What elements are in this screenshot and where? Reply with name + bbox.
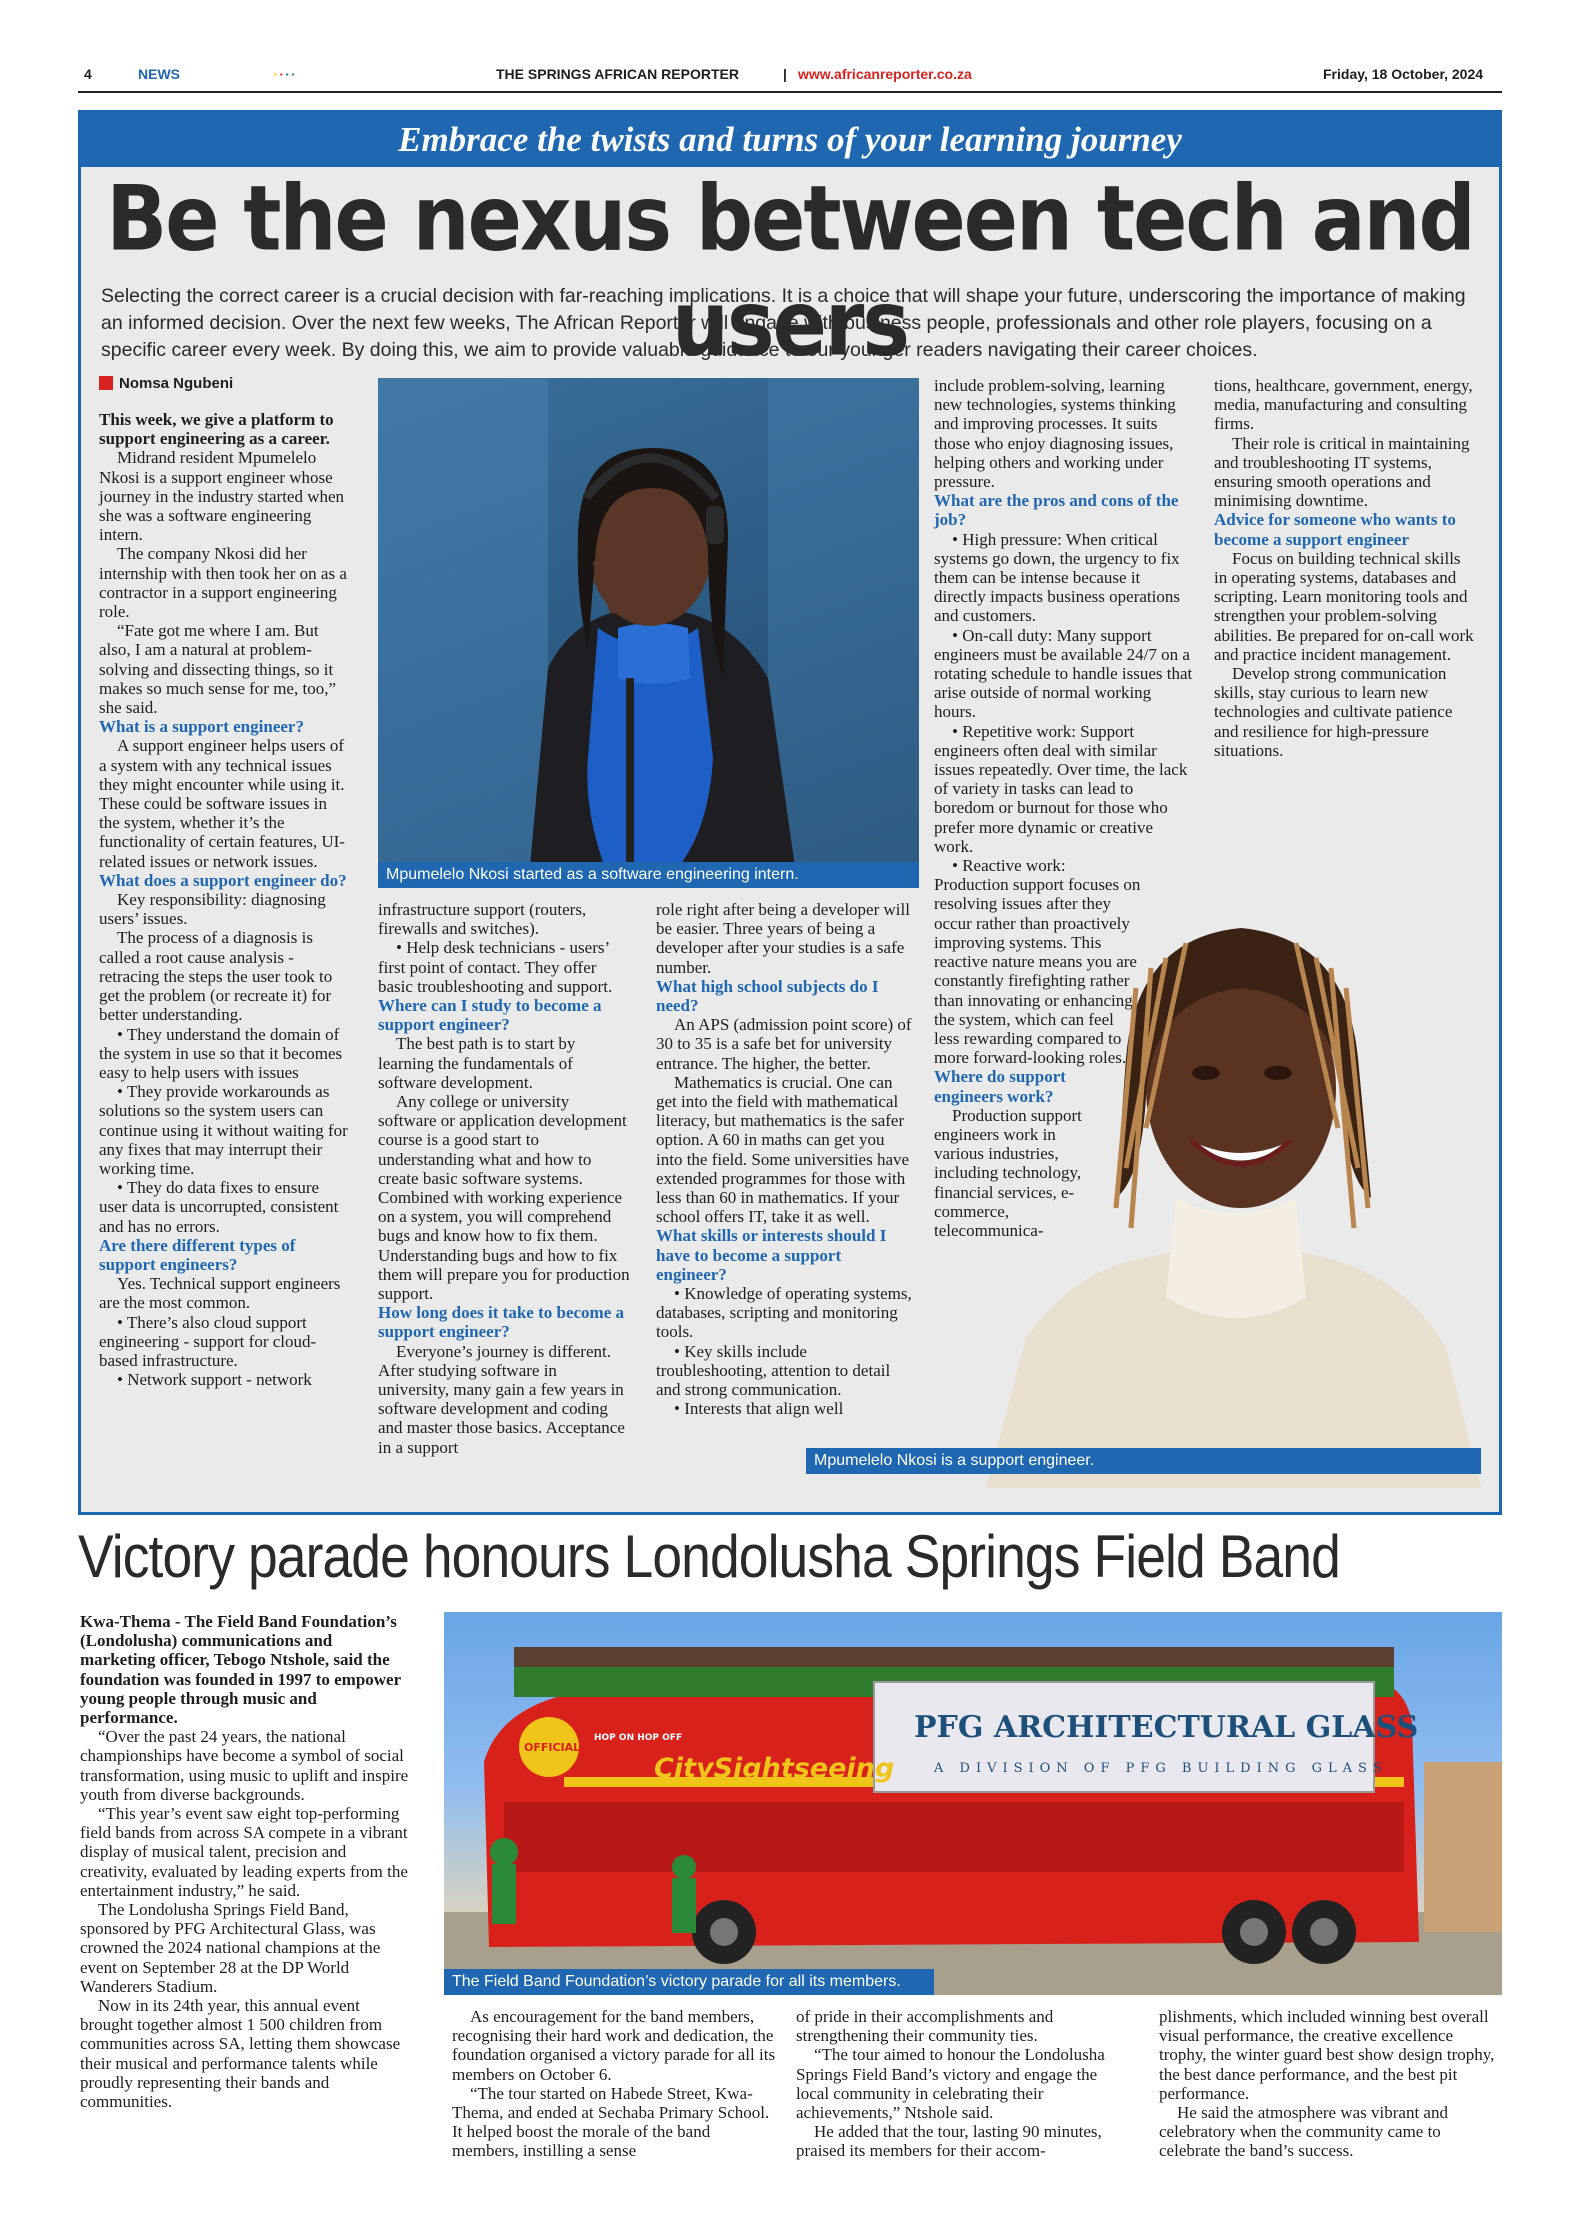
bullet-item: • They provide workarounds as solutions so the system users can continue using it without waiting for any fixes that may interrupt their working time. bbox=[99, 1082, 351, 1178]
bus-brand: CitySightseeing bbox=[654, 1753, 895, 1784]
paragraph: The process of a diagnosis is called a root cause analysis - retracing the steps the user took to get the problem (or recreate it) for better understanding. bbox=[99, 928, 333, 1025]
paragraph: He said the atmosphere was vibrant and celebratory when the community came to celebrate the band’s success. bbox=[1159, 2103, 1448, 2161]
section-label: NEWS bbox=[138, 66, 180, 82]
paragraph: Develop strong communication skills, stay curious to learn new technologies and cultivate patience and resilience for high-pressure situations. bbox=[1214, 664, 1453, 760]
subheading: What high school subjects do I need? bbox=[656, 976, 879, 1016]
subheading: Advice for someone who wants to become a support engineer bbox=[1214, 510, 1456, 549]
bus-badge: OFFICIAL bbox=[524, 1741, 581, 1754]
parade-bus-photo bbox=[444, 1612, 1502, 1995]
paragraph: plishments, which included winning best overall visual performance, the creative excellence trophy, the winter guard best show design trophy, the best dance performance, and the best pit performance. bbox=[1159, 2007, 1495, 2103]
page-number: 4 bbox=[84, 66, 92, 82]
bus-tag: HOP ON HOP OFF bbox=[594, 1733, 683, 1743]
parade-headline: Victory parade honours Londolusha Springs Field Band bbox=[78, 1523, 1340, 1590]
paper-url[interactable]: www.africanreporter.co.za bbox=[798, 66, 972, 82]
paragraph: The best path is to start by learning the fundamentals of software development. bbox=[378, 1034, 576, 1092]
byline-square-icon bbox=[99, 376, 113, 390]
bus-illustration bbox=[444, 1612, 1502, 1995]
bullet-item: • Network support - network bbox=[99, 1370, 351, 1389]
paragraph: “The tour started on Habede Street, Kwa-Thema, and ended at Sechaba Primary School. It helped boost the morale of the band members, instilling a sense bbox=[452, 2083, 770, 2161]
nkosi-photo-engineer bbox=[814, 868, 1481, 1488]
photo-caption: The Field Band Foundation’s victory parade for all its members. bbox=[444, 1969, 934, 1995]
color-dots-icon: ▪▪▪▪ bbox=[274, 70, 298, 79]
paragraph: include problem-solving, learning new technologies, systems thinking and improving processes. It suits those who enjoy diagnosing issues, helping others and working under pressure. bbox=[934, 376, 1176, 492]
bullet-item: • Interests that align well bbox=[656, 1399, 914, 1418]
paragraph: Key responsibility: diagnosing users’ issues. bbox=[99, 890, 326, 929]
subheading: Where can I study to become a support engineer? bbox=[378, 996, 602, 1035]
header-separator: | bbox=[783, 66, 787, 82]
paragraph: Now in its 24th year, this annual event brought together almost 1 500 children from communities across SA, letting them showcase their musical and performance talents while proudly representing their bands and communities. bbox=[80, 1996, 401, 2112]
parade-column-1 bbox=[80, 1612, 410, 2111]
nkosi-photo-intern bbox=[378, 378, 919, 888]
paragraph: Their role is critical in maintaining and troubleshooting IT systems, ensuring smooth operations and minimising downtime. bbox=[1214, 433, 1470, 511]
bus-sponsor-banner: PFG ARCHITECTURAL GLASS bbox=[914, 1710, 1419, 1745]
portrait-illustration bbox=[986, 868, 1481, 1488]
feature-headline: Be the nexus between tech and users bbox=[106, 165, 1474, 377]
feature-column-3 bbox=[656, 900, 914, 1418]
subheading: Where do support engineers work? bbox=[934, 1067, 1066, 1106]
paragraph: The Londolusha Springs Field Band, sponsored by PFG Architectural Glass, was crowned the 2024 national champions at the event on September 28 at the DP World Wanderers Stadium. bbox=[80, 1900, 381, 1996]
subheading: What skills or interests should I have to become a support engineer? bbox=[656, 1226, 887, 1284]
bullet-item: • High pressure: When critical systems go down, the urgency to fix them can be intense because it directly impacts business operations and customers. bbox=[934, 530, 1196, 626]
paper-name: THE SPRINGS AFRICAN REPORTER bbox=[496, 66, 739, 82]
paragraph: Mathematics is crucial. One can get into the field with mathematical literacy, but mathematics is the safer option. A 60 in maths can get you into the field. Some universities have extended programmes for those with less than 60 in mathematics. If your school offers IT, take it as well. bbox=[656, 1072, 910, 1227]
bullet-item: • They do data fixes to ensure user data is uncorrupted, consistent and has no errors. bbox=[99, 1178, 351, 1236]
paragraph: Any college or university software or application development course is a good start to understanding what and how to create basic software systems. Combined with working experience on a system, you will comprehend bugs and know how to fix them. Understanding bugs and how to fix them will prepare you for production support. bbox=[378, 1092, 630, 1304]
paragraph: An APS (admission point score) of 30 to 35 is a safe bet for university entrance. The higher, the better. bbox=[656, 1015, 912, 1073]
bullet-item: • There’s also cloud support engineering - support for cloud-based infrastructure. bbox=[99, 1313, 351, 1371]
paragraph: The company Nkosi did her internship with then took her on as a contractor in a support engineering role. bbox=[99, 544, 347, 622]
paragraph: “This year’s event saw eight top-performing field bands from across SA compete in a vibrant display of musical talent, precision and creativity, evaluated by leading experts from the entertainment industry,” he said. bbox=[80, 1804, 408, 1900]
subheading: What does a support engineer do? bbox=[99, 870, 347, 890]
bullet-item: • Reactive work: Production support focuses on resolving issues after they occur rather than proactively improving systems. This reactive nature means you are constantly firefighting rather than innovating or enhancing the system, which can feel less rewarding compared to more forward-looking roles. bbox=[934, 856, 1196, 1067]
subheading: What are the pros and cons of the job? bbox=[934, 491, 1179, 530]
bus-sponsor-subtitle: A DIVISION OF PFG BUILDING GLASS bbox=[934, 1761, 1388, 1776]
paragraph: Everyone’s journey is different. After studying software in university, many gain a few years in software development and coding and master those basics. Acceptance in a support bbox=[378, 1341, 625, 1457]
bullet-item: • They understand the domain of the system in use so that it becomes easy to help users with issues bbox=[99, 1025, 351, 1083]
bullet-item: • Key skills include troubleshooting, attention to detail and strong communication. bbox=[656, 1342, 914, 1400]
photo-caption: Mpumelelo Nkosi started as a software engineering intern. bbox=[378, 862, 919, 888]
subheading: How long does it take to become a support engineer? bbox=[378, 1303, 625, 1342]
feature-column-5 bbox=[1214, 376, 1476, 760]
parade-column-3 bbox=[796, 2007, 1124, 2161]
paragraph: of pride in their accomplishments and strengthening their community ties. bbox=[796, 2007, 1054, 2046]
paragraph: Production support engineers work in various industries, including technology, financial services, e-commerce, telecommunica- bbox=[934, 1105, 1082, 1240]
bullet-item: • Repetitive work: Support engineers often deal with similar issues repeatedly. Over time, the lack of variety in tasks can lead to boredom or burnout for those who prefer more dynamic or creative work. bbox=[934, 722, 1196, 856]
paragraph: tions, healthcare, government, energy, media, manufacturing and consulting firms. bbox=[1214, 376, 1473, 434]
photo-caption: Mpumelelo Nkosi is a support engineer. bbox=[806, 1448, 1481, 1474]
bullet-item: • On-call duty: Many support engineers must be available 24/7 on a rotating schedule to handle issues that arise outside of normal working hours. bbox=[934, 626, 1196, 722]
paragraph: infrastructure support (routers, firewalls and switches). bbox=[378, 900, 587, 939]
parade-column-4 bbox=[1159, 2007, 1499, 2161]
parade-column-2 bbox=[452, 2007, 780, 2161]
feature-lead: This week, we give a platform to support engineering as a career. bbox=[99, 410, 334, 449]
paragraph: Yes. Technical support engineers are the most common. bbox=[99, 1274, 341, 1313]
byline bbox=[99, 375, 233, 392]
byline-name: Nomsa Ngubeni bbox=[119, 375, 234, 392]
portrait-illustration bbox=[378, 378, 919, 888]
parade-lead: Kwa-Thema - The Field Band Foundation’s (Londolusha) communications and marketing officer, Tebogo Ntshole, said the foundation was founded in 1997 to empower young people through music and performance. bbox=[80, 1612, 401, 1728]
feature-banner: Embrace the twists and turns of your learning journey bbox=[81, 113, 1499, 167]
feature-column-1 bbox=[99, 410, 351, 1389]
paragraph: A support engineer helps users of a system with any technical issues they might encounter while using it. These could be software issues in the system, whether it’s the functionality of certain features, UI-related issues or network issues. bbox=[99, 736, 345, 871]
subheading: What is a support engineer? bbox=[99, 717, 304, 737]
paragraph: Midrand resident Mpumelelo Nkosi is a support engineer whose journey in the industry started when she was a software engineering intern. bbox=[99, 448, 345, 545]
paragraph: role right after being a developer will be easier. Three years of being a developer after your studies is a safe number. bbox=[656, 900, 910, 977]
bullet-item: • Knowledge of operating systems, databases, scripting and monitoring tools. bbox=[656, 1284, 914, 1342]
paragraph: “The tour aimed to honour the Londolusha Springs Field Band’s victory and engage the local community in celebrating their achievements,” Ntshole said. bbox=[796, 2045, 1105, 2123]
feature-intro: Selecting the correct career is a crucial decision with far-reaching implications. It is a choice that will shape your future, underscoring the importance of making an informed decision. Over the next few weeks, The African Reporter will engage with business people, professionals and other role players, focusing on a specific career every week. By doing this, we aim to provide valuable guidance to our younger readers navigating their career choices. bbox=[101, 285, 1466, 361]
paragraph: Focus on building technical skills in operating systems, databases and scripting. Learn monitoring tools and strengthen your problem-solving abilities. Be prepared for on-call work and practice incident management. bbox=[1214, 548, 1474, 664]
page-header bbox=[78, 63, 1502, 93]
paragraph: “Fate got me where I am. But also, I am a natural at problem-solving and dissecting things, so it makes so much sense for me, too,” she said. bbox=[99, 621, 336, 718]
issue-date: Friday, 18 October, 2024 bbox=[1323, 66, 1484, 82]
paragraph: He added that the tour, lasting 90 minutes, praised its members for their accom- bbox=[796, 2122, 1102, 2161]
feature-column-2 bbox=[378, 900, 631, 1457]
career-feature bbox=[78, 110, 1502, 1515]
paragraph: As encouragement for the band members, recognising their hard work and dedication, the foundation organised a victory parade for all its members on October 6. bbox=[452, 2007, 776, 2084]
bullet-item: • Help desk technicians - users’ first point of contact. They offer basic troubleshooting and support. bbox=[378, 938, 631, 996]
paragraph: “Over the past 24 years, the national championships have become a symbol of social transformation, using music to uplift and inspire youth from diverse backgrounds. bbox=[80, 1727, 409, 1804]
subheading: Are there different types of support engineers? bbox=[99, 1235, 296, 1274]
